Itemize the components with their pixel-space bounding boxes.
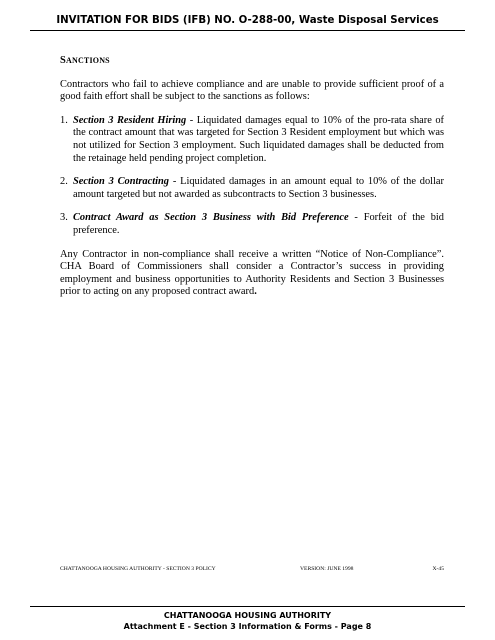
page-footer <box>30 606 465 632</box>
intro-paragraph: Contractors who fail to achieve compliance and are unable to provide sufficient proof of a good faith effort shall be subject to the sanctions as follows: <box>60 78 444 103</box>
list-item-term: Section 3 Resident Hiring <box>73 114 187 126</box>
section-heading <box>60 55 444 68</box>
list-item <box>60 115 444 165</box>
list-item-text: - Forfeit of the bid preference. <box>73 212 445 236</box>
list-item-text: - Liquidated damages equal to 10% of the pro-rata share of the contract amount that was targeted for Section 3 Resident employment but which was not utilized for Section 3 employment. Such liquidated damages shall be deducted from the retainage held pending project completion. <box>73 114 444 164</box>
footer-organization: CHATTANOOGA HOUSING AUTHORITY <box>163 611 332 620</box>
footer-attachment-page: Attachment E - Section 3 Information & Forms - Page 8 <box>123 622 372 631</box>
closing-paragraph <box>60 249 444 299</box>
section-heading-rest: ANCTIONS <box>65 56 110 65</box>
document-header <box>30 12 465 31</box>
closing-period: . <box>254 286 257 298</box>
list-item-term: Contract Award as Section 3 Business with Bid Preference <box>73 212 349 224</box>
list-item <box>60 212 444 237</box>
document-body <box>60 55 444 299</box>
footer-policy-name: CHATTANOOGA HOUSING AUTHORITY - SECTION 3 POLICY <box>60 566 216 572</box>
header-title: INVITATION FOR BIDS (IFB) NO. O-288-00, Waste Disposal Services <box>56 15 439 26</box>
list-item-text: - Liquidated damages in an amount equal to 10% of the dollar amount targeted but not awarded as subcontracts to Section 3 businesses. <box>73 176 445 200</box>
list-item-number: 3. <box>60 212 68 224</box>
footer-page-code: X-45 <box>432 566 444 572</box>
footer-version: VERSION: JUNE 1998 <box>300 566 354 572</box>
section-heading-initial: S <box>60 55 66 66</box>
list-item-number: 1. <box>60 114 68 126</box>
list-item-term: Section 3 Contracting <box>73 176 169 188</box>
sanctions-list <box>60 115 444 238</box>
list-item-number: 2. <box>60 176 68 188</box>
list-item <box>60 176 444 201</box>
closing-text: Any Contractor in non-compliance shall receive a written “Notice of Non-Compliance”. CHA Board of Commissioners shall consider a Contractor’s success in providing employment and business opportunities to Authority Residents and Section 3 Businesses prior to acting on any proposed contract award <box>60 248 444 298</box>
